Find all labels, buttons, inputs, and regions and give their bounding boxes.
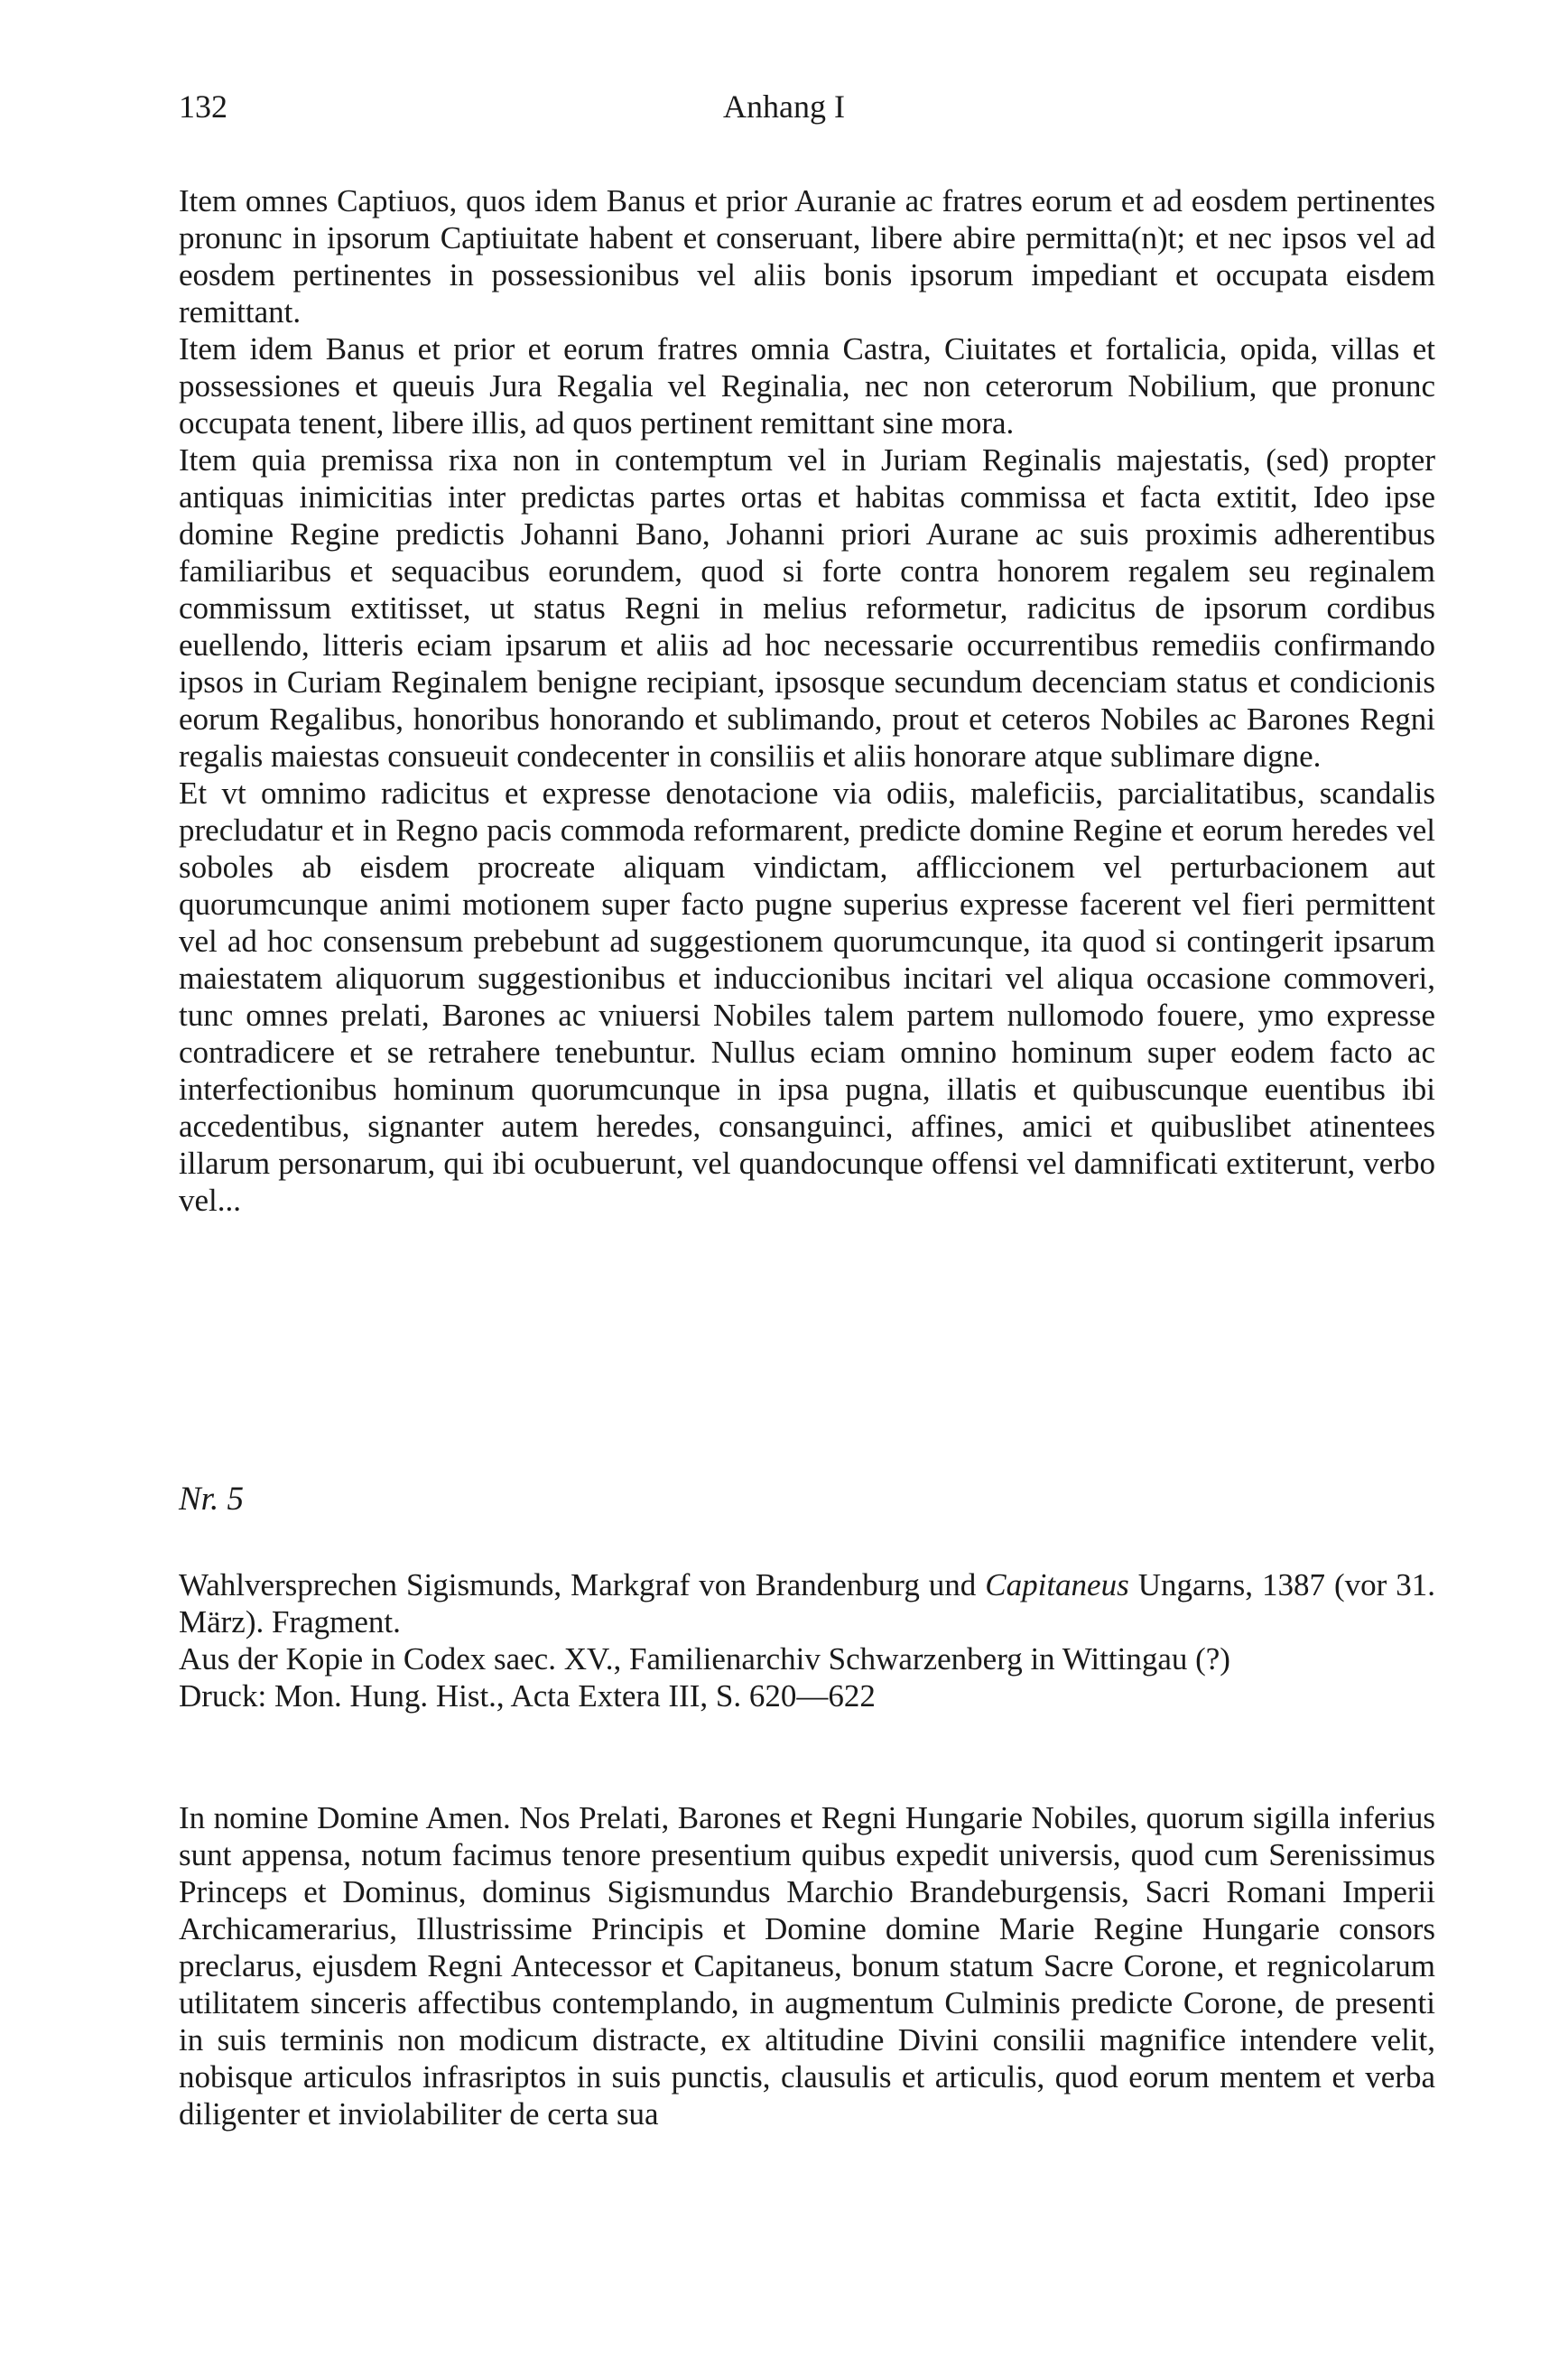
document-two-header (179, 1566, 1435, 1714)
document-heading (179, 1566, 1435, 1640)
document-one-text (179, 182, 1435, 1219)
running-head: Anhang I (723, 88, 845, 125)
source-note: Aus der Kopie in Codex saec. XV., Familienarchiv Schwarzenberg in Wittingau (?) (179, 1641, 1230, 1677)
print-reference: Druck: Mon. Hung. Hist., Acta Extera III, S. 620—622 (179, 1678, 876, 1714)
paragraph: Et vt omnimo radicitus et expresse denotacione via odiis, maleficiis, parcialitatibus, scandalis precludatur et in Regno pacis commoda reformarent, predicte domine Regine et eorum heredes vel soboles ab eisdem procreate aliquam vindictam, affliccionem vel perturbacionem aut quorumcunque animi motionem super facto pugne superius expresse facerent vel fieri permittent vel ad hoc consensum prebebunt ad suggestionem quorumcunque, ita quod si contingerit ipsarum maiestatem aliquorum suggestionibus et induccionibus incitari vel aliqua occasione commoveri, tunc omnes prelati, Barones ac vniuersi Nobiles talem partem nullomodo fouere, ymo expresse contradicere et se retrahere tenebuntur. Nullus eciam omnino hominum super eodem facto ac interfectionibus hominum quorumcunque in ipsa pugna, illatis et quibuscunque euentibus ibi accedentibus, signanter autem heredes, consanguinci, affines, amici et quibuslibet atinentees illarum personarum, qui ibi ocubuerunt, vel quandocunque offensi vel damnificati extiterunt, verbo vel... (179, 776, 1435, 1218)
document-number: Nr. 5 (179, 1481, 244, 1518)
paragraph: Item quia premissa rixa non in contemptum vel in Juriam Reginalis majestatis, (sed) propter antiquas inimicitias inter predictas partes ortas et habitas commissa et facta extitit, Ideo ipse domine Regine predictis Johanni Bano, Johanni priori Aurane ac suis proximis adherentibus familiaribus et sequacibus eorundem, quod si forte contra honorem regalem seu reginalem commissum extitisset, ut status Regni in melius reformetur, radicitus de ipsorum cordibus euellendo, litteris eciam ipsarum et aliis ad hoc necessarie occurrentibus remediis confirmando ipsos in Curiam Reginalem benigne recipiant, ipsosque secundum decenciam status et condicionis eorum Regalibus, honoribus honorando et sublimando, prout et ceteros Nobiles ac Barones Regni regalis maiestas consueuit condecenter in consiliis et aliis honorare atque sublimare digne. (179, 442, 1435, 774)
heading-suffix: Ungarns, 1387 (vor 31. März). Fragment. (179, 1567, 1435, 1640)
paragraph: Item omnes Captiuos, quos idem Banus et prior Auranie ac fratres eorum et ad eosdem pertinentes pronunc in ipsorum Captiuitate habent et conseruant, libere abire permitta(n)t; et nec ipsos vel ad eosdem pertinentes in possessionibus vel aliis bonis ipsorum impediant et occupata eisdem remittant. (179, 183, 1435, 330)
heading-prefix: Wahlversprechen Sigismunds, Markgraf von Brandenburg und (179, 1567, 986, 1602)
heading-italic: Capitaneus (985, 1567, 1129, 1602)
paragraph: In nomine Domine Amen. Nos Prelati, Barones et Regni Hungarie Nobiles, quorum sigilla inferius sunt appensa, notum facimus tenore presentium quibus expedit universis, quod cum Serenissimus Princeps et Dominus, dominus Sigismundus Marchio Brandeburgensis, Sacri Romani Imperii Archicamerarius, Illustrissime Principis et Domine domine Marie Regine Hungarie consors preclarus, ejusdem Regni Antecessor et Capitaneus, bonum statum Sacre Corone, et regnicolarum utilitatem sinceris affectibus contemplando, in augmentum Culminis predicte Corone, de presenti in suis terminis non modicum distracte, ex altitudine Divini consilii magnifice intendere velit, nobisque articulos infrasriptos in suis punctis, clausulis et articulis, quod eorum mentem et verba diligenter et inviolabiliter de certa sua (179, 1800, 1435, 2132)
document-two-body (179, 1799, 1435, 2132)
paragraph: Item idem Banus et prior et eorum fratres omnia Castra, Ciuitates et fortalicia, opida, villas et possessiones et queuis Jura Regalia vel Reginalia, nec non ceterorum Nobilium, que pronunc occupata tenent, libere illis, ad quos pertinent remittant sine mora. (179, 331, 1435, 441)
page-number: 132 (179, 88, 227, 125)
